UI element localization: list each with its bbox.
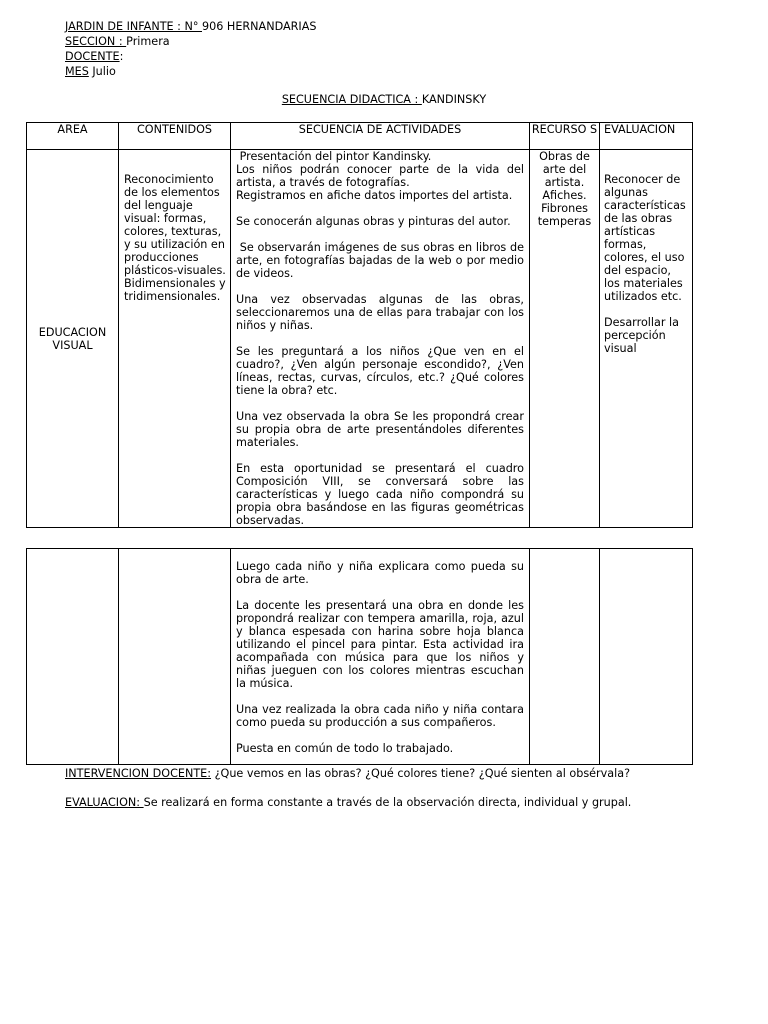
jardin-value: 906 HERNANDARIAS [202,20,317,33]
mes-value: Julio [88,65,116,78]
seccion-label: SECCION : [65,35,127,48]
evaluacion-item: Desarrollar la percepción visual [604,316,679,355]
activity-item: Se conocerán algunas obras y pinturas del autor. [236,215,511,228]
header-evaluacion: EVALUACION [600,123,693,150]
activity-intro [236,150,524,189]
title-value: KANDINSKY [421,93,487,106]
area-cell-empty [27,549,119,765]
activity-item: La docente les presentará una obra en donde les propondrá realizar con tempera amarilla, roja, azul y blanca espesada con harina sobre hoja blanca utilizando el pincel para pintar. Esta actividad ira acompañada con música para que los niños y niñas jueguen con los colores mientras escuchan la música. [236,599,524,690]
evaluacion-note [65,796,631,809]
activity-item: Una vez observada la obra Se les propondrá crear su propia obra de arte presentándoles diferentes materiales. [236,410,524,449]
activity-item: Puesta en común de todo lo trabajado. [236,742,454,755]
area-cell: EDUCACION VISUAL [27,150,119,528]
title-label: SECUENCIA DIDACTICA : [281,93,422,106]
activity-item: Registramos en afiche datos importes del artista. [236,189,513,202]
document-title [0,93,768,106]
mes-label: MES [65,65,89,78]
header-contenidos: CONTENIDOS [119,123,231,150]
header-mes-line [65,64,316,79]
evaluacion-cell [600,150,693,528]
activity-item: Una vez realizada la obra cada niño y niña contara como pueda su producción a sus compañeros. [236,703,524,729]
header-docente-line [65,49,316,64]
contenidos-cell: Reconocimiento de los elementos del lenguaje visual: formas, colores, texturas, y su utilización en producciones plásticos-visuales. Bidimensionales y tridimensionales. [119,150,231,528]
header-seccion-line [65,34,316,49]
document-header [65,19,316,79]
table-row [27,150,693,528]
recursos-cell-empty [530,549,600,765]
header-secuencia: SECUENCIA DE ACTIVIDADES [231,123,530,150]
recursos-cell: Obras de arte del artista. Afiches. Fibrones temperas [530,150,600,528]
activities-cell [231,150,530,528]
activity-item: Se observarán imágenes de sus obras en libros de arte, en fotografías bajadas de la web o por medio de videos. [236,241,528,280]
activity-item: Se les preguntará a los niños ¿Que ven en el cuadro?, ¿Ven algún personaje escondido?, ¿Ven líneas, rectas, curvas, círculos, etc.? ¿Qué colores tiene la obra? etc. [236,345,524,397]
table-row [27,549,693,765]
sequence-table-part-1 [26,122,693,528]
contenidos-cell-empty [119,549,231,765]
evaluacion-note-label: EVALUACION: [65,796,144,809]
table-header-row [27,123,693,150]
docente-value: : [119,50,124,63]
activity-item: En esta oportunidad se presentará el cuadro Composición VIII, se conversará sobre las características y luego cada niño compondrá su propia obra basándose en las figuras geométricas observadas. [236,462,524,527]
activity-item: Presentación del pintor Kandinsky. [236,150,432,163]
sequence-table-part-2 [26,548,693,765]
intervencion-text: ¿Que vemos en las obras? ¿Qué colores tiene? ¿Qué sienten al obsérvala? [211,767,631,780]
activity-item: Luego cada niño y niña explicara como pueda su obra de arte. [236,560,524,586]
docente-label: DOCENTE [65,50,120,63]
evaluacion-note-text: Se realizará en forma constante a través de la observación directa, individual y grupal. [143,796,632,809]
seccion-value: Primera [126,35,170,48]
activity-item: Los niños podrán conocer parte de la vida del artista, a través de fotografías. [236,163,524,189]
header-area: AREA [27,123,119,150]
header-recursos: RECURSO S [530,123,600,150]
jardin-label: JARDIN DE INFANTE : N° [65,20,203,33]
intervencion-docente [65,767,630,780]
intervencion-label: INTERVENCION DOCENTE: [65,767,212,780]
header-jardin-line [65,19,316,34]
activities-cell [231,549,530,765]
evaluacion-cell-empty [600,549,693,765]
activity-item: Una vez observadas algunas de las obras, seleccionaremos una de ellas para trabajar con los niños y niñas. [236,293,524,332]
evaluacion-item: Reconocer de algunas características de las obras artísticas formas, colores, el uso del espacio, los materiales utilizados etc. [604,173,686,303]
